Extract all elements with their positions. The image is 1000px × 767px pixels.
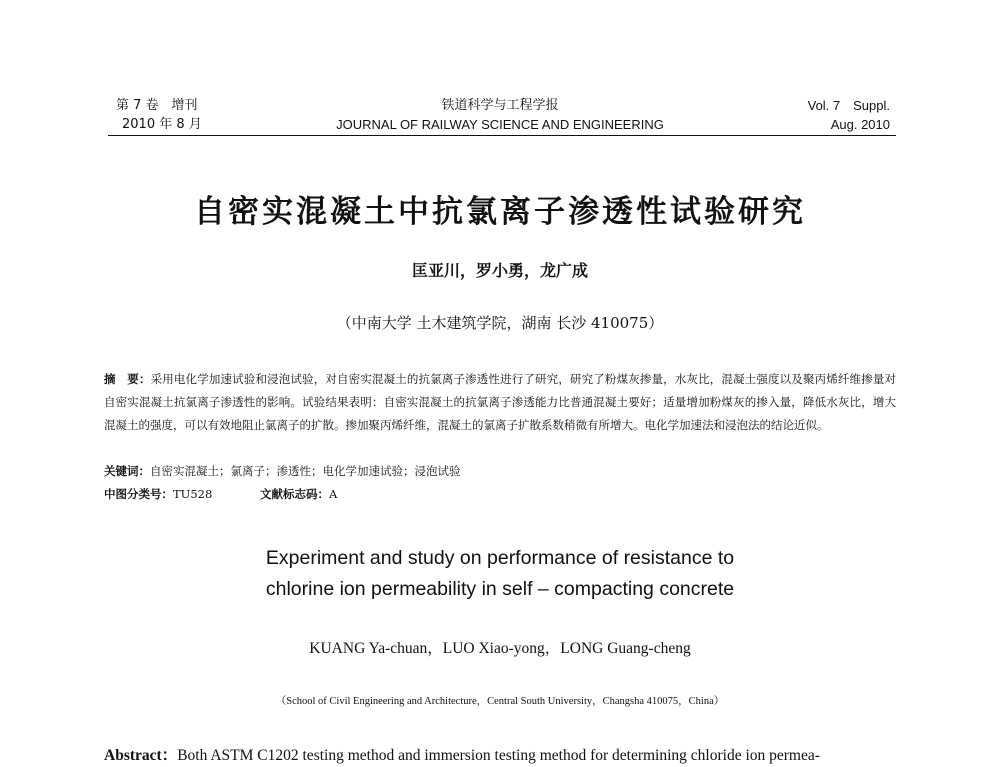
classification-label: 中图分类号： — [104, 487, 173, 501]
journal-volume-info — [116, 96, 202, 134]
classification — [104, 483, 896, 506]
classification-value: TU528 — [173, 487, 213, 501]
affiliation-cn: （中南大学 土木建筑学院，湖南 长沙 410075） — [336, 314, 664, 332]
abstract-en-label: Abstract： — [104, 747, 178, 764]
paper-title-en-line1: Experiment and study on performance of resistance to — [265, 547, 735, 569]
journal-name-en: JOURNAL OF RAILWAY SCIENCE AND ENGINEERING — [336, 117, 664, 132]
keywords-text: 自密实混凝土；氯离子；渗透性；电化学加速试验；浸泡试验 — [150, 464, 461, 478]
journal-name-cn: 铁道科学与工程学报 — [441, 98, 559, 113]
journal-volume-info-en — [808, 96, 890, 134]
paper-title-en-line2: chlorine ion permeability in self – compacting concrete — [265, 578, 735, 600]
date-line: 2010 年 8 月 — [122, 117, 202, 132]
document-code-value: A — [328, 487, 338, 501]
volume-line: 第 7 卷 增刊 — [116, 98, 198, 113]
paper-title-cn: 自密实混凝土中抗氯离子渗透性试验研究 — [194, 194, 806, 230]
date-line-en: Aug. 2010 — [830, 117, 890, 132]
document-code-label: 文献标志码： — [259, 487, 329, 501]
affiliation-en: （School of Civil Engineering and Architecture，Central South University，Changsha 410075，China） — [275, 696, 725, 707]
volume-line-en: Vol. 7 Suppl. — [807, 98, 890, 113]
header-rule — [108, 135, 896, 136]
authors-cn: 匡亚川，罗小勇，龙广成 — [411, 261, 588, 280]
abstract-en — [104, 745, 896, 767]
keywords-label: 关键词： — [104, 464, 150, 478]
keywords — [104, 460, 896, 483]
abstract-cn-text: 采用电化学加速试验和浸泡试验，对自密实混凝土的抗氯离子渗透性进行了研究，研究了粉煤灰掺量，水灰比，混凝土强度以及聚丙烯纤维掺量对自密实混凝土抗氯离子渗透性的影响。试验结果表明：自密实混凝土的抗氯离子渗透能力比普通混凝土要好；适量增加粉煤灰的掺入量，降低水灰比，增大混凝土的强度，可以有效地阻止氯离子的扩散。掺加聚丙烯纤维，混凝土的氯离子扩散系数稍微有所增大。电化学加速法和浸泡法的结论近似。 — [104, 372, 897, 432]
journal-name — [290, 96, 710, 134]
paper-title-en — [0, 543, 1000, 605]
abstract-cn-label: 摘 要： — [104, 372, 151, 386]
abstract-cn — [104, 368, 896, 437]
abstract-en-text: Both ASTM C1202 testing method and immersion testing method for determining chloride ion permea- — [177, 747, 820, 764]
authors-en: KUANG Ya-chuan，LUO Xiao-yong，LONG Guang-cheng — [309, 640, 691, 657]
